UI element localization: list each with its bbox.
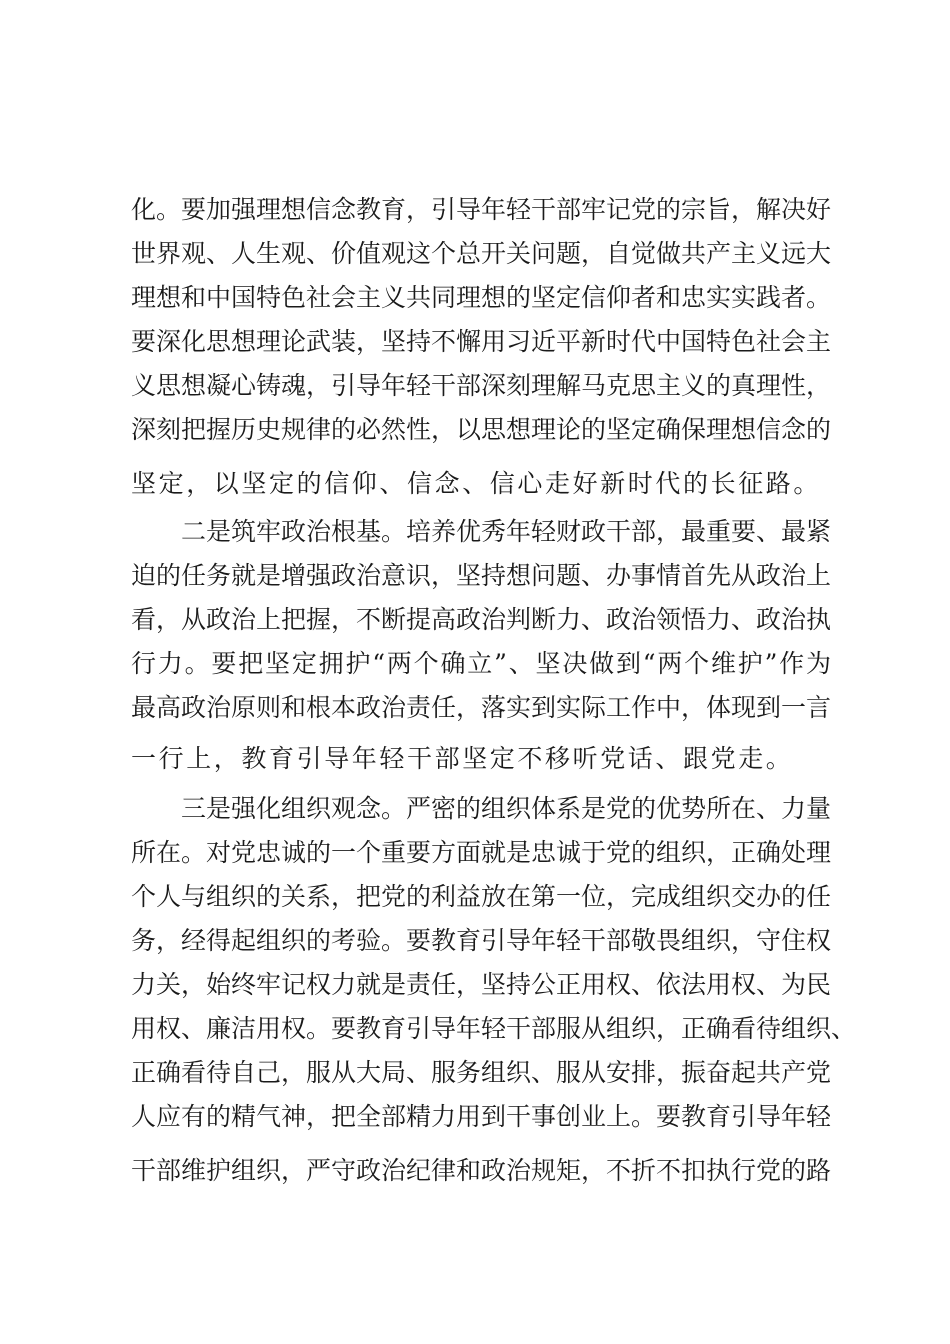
- text-line: 看，从政治上把握，不断提高政治判断力、政治领悟力、政治执: [131, 605, 832, 634]
- text-line: 正确看待自己，服从大局、服务组织、服从安排，振奋起共产党: [131, 1058, 832, 1087]
- text-line: 务，经得起组织的考验。要教育引导年轻干部敬畏组织，守住权: [131, 926, 832, 955]
- text-line: 一行上，教育引导年轻干部坚定不移听党话、跟党走。: [131, 744, 794, 773]
- text-line: 要深化思想理论武装，坚持不懈用习近平新时代中国特色社会主: [131, 327, 832, 356]
- text-line: 行力。要把坚定拥护“两个确立”、坚决做到“两个维护”作为: [131, 649, 831, 678]
- text-line: 理想和中国特色社会主义共同理想的坚定信仰者和忠实实践者。: [131, 283, 832, 312]
- text-line: 干部维护组织，严守政治纪律和政治规矩，不折不扣执行党的路: [131, 1156, 832, 1185]
- text-line: 深刻把握历史规律的必然性，以思想理论的坚定确保理想信念的: [131, 415, 832, 444]
- text-line: 义思想凝心铸魂，引导年轻干部深刻理解马克思主义的真理性，: [131, 371, 832, 400]
- text-line: 坚定，以坚定的信仰、信念、信心走好新时代的长征路。: [131, 469, 822, 498]
- text-line: 力关，始终牢记权力就是责任，坚持公正用权、依法用权、为民: [131, 970, 832, 999]
- text-line: 所在。对党忠诚的一个重要方面就是忠诚于党的组织，正确处理: [131, 838, 832, 867]
- text-line: 用权、廉洁用权。要教育引导年轻干部服从组织，正确看待组织、: [131, 1014, 857, 1043]
- paragraph-heading-line: 三是强化组织观念。严密的组织体系是党的优势所在、力量: [181, 794, 832, 823]
- text-line: 化。要加强理想信念教育，引导年轻干部牢记党的宗旨，解决好: [131, 195, 832, 224]
- text-line: 个人与组织的关系，把党的利益放在第一位，完成组织交办的任: [131, 882, 832, 911]
- text-line: 世界观、人生观、价值观这个总开关问题，自觉做共产主义远大: [131, 239, 832, 268]
- text-line: 最高政治原则和根本政治责任，落实到实际工作中，体现到一言: [131, 693, 832, 722]
- text-line: 迫的任务就是增强政治意识，坚持想问题、办事情首先从政治上: [131, 561, 832, 590]
- text-line: 人应有的精气神，把全部精力用到干事创业上。要教育引导年轻: [131, 1102, 832, 1131]
- paragraph-heading-line: 二是筑牢政治根基。培养优秀年轻财政干部，最重要、最紧: [181, 517, 832, 546]
